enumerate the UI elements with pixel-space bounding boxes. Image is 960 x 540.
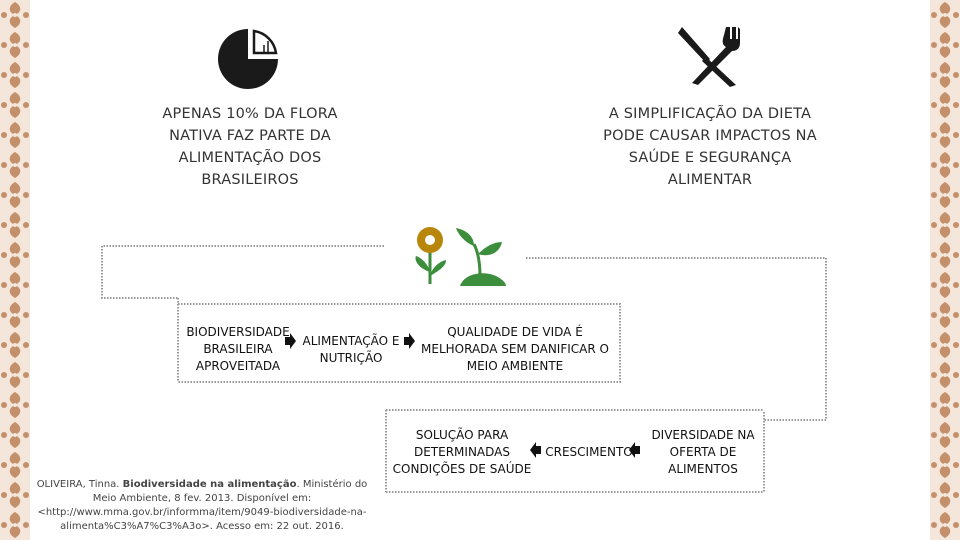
flow-line: OFERTA DE [669,445,737,459]
flow-line: SOLUÇÃO PARA [415,428,509,442]
flow-step-biodiversity [180,324,296,375]
flow-step-growth [542,444,636,461]
statement-line: APENAS 10% DA FLORA [162,106,338,122]
flow-step-quality-of-life [416,324,614,375]
flow-line: DETERMINADAS [413,445,510,459]
statement-line: BRASILEIROS [201,172,299,188]
flow-line: DIVERSIDADE NA [651,428,755,442]
reference-text: OLIVEIRA, Tinna. [36,479,123,490]
statement-line: A SIMPLIFICAÇÃO DA DIETA [608,106,812,122]
reference-title: Biodiversidade na alimentação [122,479,297,490]
reference-citation [34,478,370,534]
flow-line: QUALIDADE DE VIDA É [447,325,583,339]
flow-line: MELHORADA SEM DANIFICAR O [421,342,609,356]
flow-line: BRASILEIRA [203,342,273,356]
flow-line: ALIMENTAÇÃO E [302,334,400,348]
flow-line: ALIMENTOS [668,462,738,476]
statement-line: SAÚDE E SEGURANÇA [628,150,792,166]
statement-line: ALIMENTAR [667,172,753,188]
flow-line: NUTRIÇÃO [319,351,383,365]
flow-step-nutrition [298,333,404,367]
statement-line: PODE CAUSAR IMPACTOS NA [603,128,817,144]
statement-line: NATIVA FAZ PARTE DA [169,128,331,144]
flow-line: MEIO AMBIENTE [466,359,564,373]
statement-line: ALIMENTAÇÃO DOS [178,150,322,166]
flow-step-food-diversity [642,427,764,478]
reference-text: . Ministério do Meio Ambiente, 8 fev. 2013. Disponível em: <http://www.mma.gov.br/informma/item/9049-biodiversidade-na-alimenta%C3%A7%C3%A3o>. Acesso em: 22 out. 2016. [37,479,368,532]
flow-line: APROVEITADA [195,359,281,373]
flow-step-health-solution [390,427,534,478]
flow-line: CONDIÇÕES DE SAÚDE [392,462,532,476]
flow-line: CRESCIMENTO [545,445,633,459]
flow-line: BIODIVERSIDADE [186,325,290,339]
